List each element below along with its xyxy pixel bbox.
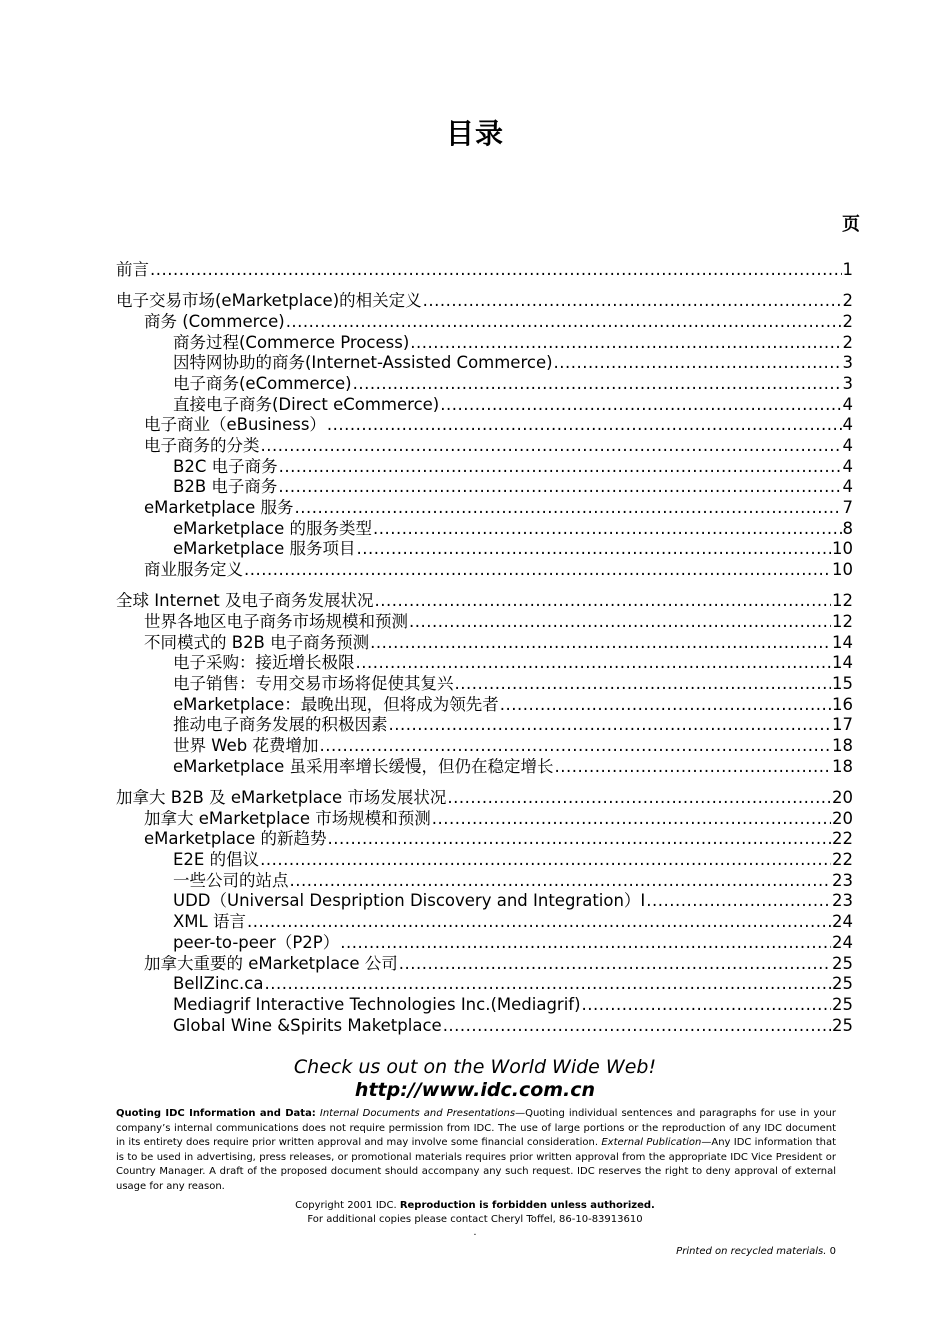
toc-entry[interactable] (116, 374, 853, 395)
toc-dot-leader (399, 954, 831, 975)
copyright-warning: Reproduction is forbidden unless authorized. (399, 1200, 655, 1211)
toc-entry[interactable] (116, 395, 853, 416)
toc-entry[interactable] (116, 695, 853, 716)
toc-dot-leader (375, 591, 831, 612)
toc-entry-title: B2B 电子商务 (173, 477, 278, 497)
table-of-contents (116, 260, 853, 1036)
toc-entry-page: 4 (842, 436, 853, 455)
toc-dot-leader (410, 333, 841, 354)
toc-dot-leader (389, 715, 832, 736)
toc-entry[interactable] (116, 333, 853, 354)
toc-entry-page: 25 (832, 953, 853, 973)
toc-dot-leader (555, 757, 831, 778)
toc-entry[interactable] (116, 415, 853, 436)
quoting-notice (116, 1107, 836, 1194)
toc-entry-title: 推动电子商务发展的积极因素 (173, 715, 388, 735)
toc-dot-leader (455, 674, 832, 695)
toc-dot-leader (278, 477, 841, 498)
copyright-block (0, 1199, 950, 1227)
toc-entry-title: 商业服务定义 (144, 560, 243, 580)
toc-entry[interactable] (116, 353, 853, 374)
toc-entry-title: 加拿大 eMarketplace 市场规模和预测 (144, 808, 431, 828)
toc-entry[interactable] (116, 674, 853, 695)
toc-entry-page: 4 (842, 394, 853, 414)
toc-dot-leader (286, 312, 842, 333)
toc-entry[interactable] (116, 498, 853, 519)
toc-entry-page: 17 (832, 715, 853, 735)
toc-entry[interactable] (116, 612, 853, 633)
toc-dot-leader (150, 260, 842, 281)
toc-entry-page: 4 (842, 477, 853, 497)
toc-entry-page: 3 (842, 373, 853, 393)
toc-entry-title: E2E 的倡议 (173, 850, 260, 870)
printed-note (600, 1246, 836, 1257)
toc-entry-title: eMarketplace 虽采用率增长缓慢，但仍在稳定增长 (173, 756, 554, 776)
toc-entry-title: 世界 Web 花费增加 (173, 736, 319, 756)
toc-entry-page: 25 (832, 974, 853, 994)
toc-entry-page: 24 (832, 932, 853, 952)
copyright-text: Copyright 2001 IDC. (295, 1200, 397, 1211)
toc-dot-leader (327, 415, 842, 436)
toc-entry-page: 4 (842, 456, 853, 476)
toc-entry[interactable] (116, 954, 853, 975)
toc-dot-leader (447, 788, 831, 809)
toc-entry[interactable] (116, 591, 853, 612)
toc-entry-title: 因特网协助的商务(Internet-Assisted Commerce) (173, 353, 553, 373)
toc-entry-title: Mediagrif Interactive Technologies Inc.(Mediagrif) (173, 994, 581, 1014)
toc-entry[interactable] (116, 519, 853, 540)
toc-dot-leader (373, 519, 841, 540)
toc-entry[interactable] (116, 912, 853, 933)
toc-dot-leader (440, 395, 841, 416)
toc-entry-page: 3 (842, 353, 853, 373)
toc-entry[interactable] (116, 757, 853, 778)
toc-entry-page: 20 (832, 788, 853, 807)
toc-entry-title: 电子销售：专用交易市场将促使其复兴 (173, 674, 454, 694)
toc-entry-title: 加拿大 B2B 及 eMarketplace 市场发展状况 (116, 788, 447, 807)
toc-entry-page: 12 (832, 591, 853, 611)
toc-dot-leader (423, 291, 842, 312)
toc-dot-leader (261, 436, 842, 457)
toc-entry[interactable] (116, 809, 853, 830)
toc-dot-leader (554, 353, 842, 374)
website-link[interactable]: http://www.idc.com.cn (354, 1079, 596, 1101)
toc-entry-page: 1 (842, 260, 853, 279)
toc-dot-leader (432, 809, 831, 830)
separator-dot: . (473, 1227, 477, 1238)
toc-entry[interactable] (116, 788, 853, 809)
toc-dot-leader (279, 457, 842, 478)
toc-entry-page: 23 (832, 891, 853, 911)
toc-entry-title: BellZinc.ca (173, 974, 264, 994)
toc-entry-page: 14 (832, 632, 853, 652)
toc-entry[interactable] (116, 891, 853, 912)
toc-entry[interactable] (116, 1016, 853, 1037)
toc-entry[interactable] (116, 291, 853, 312)
toc-entry-title: XML 语言 (173, 912, 246, 932)
toc-entry[interactable] (116, 736, 853, 757)
toc-entry[interactable] (116, 653, 853, 674)
toc-entry-title: eMarketplace 服务 (144, 498, 294, 518)
quoting-internal-label: Internal Documents and Presentations (319, 1108, 516, 1119)
toc-entry-title: 电子采购：接近增长极限 (173, 653, 355, 673)
quoting-external-text: —Any IDC information that is to be used in advertising, press releases, or promotional materials requires prior written approval from the appropriate IDC Vice President or Country Manager. A draft of the proposed document should accompany any such request. IDC reserves the right to deny approval of external usage for any reason. (116, 1137, 837, 1192)
toc-entry-title: 全球 Internet 及电子商务发展状况 (116, 591, 374, 611)
toc-entry-title: 直接电子商务(Direct eCommerce) (173, 394, 440, 414)
toc-entry-title: 电子商务的分类 (144, 436, 260, 455)
contact-line: For additional copies please contact Cheryl Toffel, 86-10-83913610 (307, 1214, 643, 1225)
toc-entry-page: 25 (832, 994, 853, 1014)
toc-entry[interactable] (116, 974, 853, 995)
toc-entry-page: 10 (832, 560, 853, 580)
toc-entry[interactable] (116, 539, 853, 560)
toc-entry-page: 2 (842, 311, 853, 331)
page-number: 0 (829, 1246, 836, 1257)
toc-entry[interactable] (116, 477, 853, 498)
toc-dot-leader (328, 829, 831, 850)
toc-entry-title: 电子交易市场(eMarketplace)的相关定义 (116, 291, 422, 311)
toc-entry-title: Global Wine &Spirits Maketplace (173, 1015, 442, 1035)
toc-entry-page: 8 (842, 518, 853, 538)
toc-dot-leader (582, 995, 831, 1016)
toc-entry[interactable] (116, 715, 853, 736)
toc-entry[interactable] (116, 457, 853, 478)
toc-entry-title: 商务 (Commerce) (144, 311, 285, 331)
toc-entry-title: 电子商务(eCommerce) (173, 373, 352, 393)
toc-entry[interactable] (116, 633, 853, 654)
toc-entry-page: 22 (832, 850, 853, 870)
toc-entry-page: 22 (832, 829, 853, 849)
printed-text: Printed on recycled materials. (676, 1246, 827, 1257)
toc-entry-page: 2 (842, 332, 853, 352)
toc-entry-title: eMarketplace 服务项目 (173, 539, 356, 559)
toc-entry-page: 10 (832, 539, 853, 559)
toc-entry-page: 23 (832, 870, 853, 890)
toc-dot-leader (443, 1016, 831, 1037)
toc-entry[interactable] (116, 933, 853, 954)
quoting-internal-text: —Quoting individual sentences and paragraphs for use in your company’s internal communications does not require permission from IDC. The use of large portions or the reproduction of any IDC document in its entirety does require prior written approval and may involve some financial consideration. (116, 1108, 836, 1148)
toc-entry-title: 商务过程(Commerce Process) (173, 332, 410, 352)
toc-entry-page: 7 (842, 498, 853, 518)
toc-dot-leader (357, 539, 831, 560)
toc-dot-leader (319, 736, 831, 757)
toc-dot-leader (264, 974, 831, 995)
toc-entry[interactable] (116, 995, 853, 1016)
toc-entry-title: 不同模式的 B2B 电子商务预测 (144, 632, 370, 652)
toc-dot-leader (500, 695, 831, 716)
toc-entry-page: 2 (842, 291, 853, 311)
toc-entry-page: 18 (832, 736, 853, 756)
toc-dot-leader (247, 912, 831, 933)
toc-dot-leader (340, 933, 831, 954)
toc-dot-leader (295, 498, 842, 519)
toc-entry-page: 18 (832, 756, 853, 776)
toc-entry-page: 12 (832, 612, 853, 631)
toc-entry-title: 电子商业（eBusiness） (144, 415, 326, 435)
toc-entry[interactable] (116, 871, 853, 892)
toc-entry-page: 24 (832, 912, 853, 932)
toc-entry-title: peer-to-peer（P2P） (173, 932, 340, 952)
toc-dot-leader (370, 633, 831, 654)
toc-entry[interactable] (116, 829, 853, 850)
toc-entry-title: eMarketplace：最晚出现，但将成为领先者 (173, 694, 499, 714)
toc-entry-title: UDD（Universal Despription Discovery and Integration）I (173, 891, 646, 911)
toc-dot-leader (646, 891, 831, 912)
toc-entry-title: B2C 电子商务 (173, 456, 278, 476)
toc-dot-leader (356, 653, 832, 674)
toc-entry[interactable] (116, 312, 853, 333)
page-title: 目录 (445, 117, 504, 150)
quoting-heading: Quoting IDC Information and Data: (116, 1108, 316, 1119)
toc-entry-title: 前言 (116, 260, 149, 279)
toc-dot-leader (409, 612, 831, 633)
toc-entry-title: 加拿大重要的 eMarketplace 公司 (144, 953, 398, 973)
toc-entry-title: eMarketplace 的新趋势 (144, 829, 327, 849)
toc-entry[interactable] (116, 560, 853, 581)
toc-dot-leader (260, 850, 831, 871)
web-tagline: Check us out on the World Wide Web! (293, 1056, 657, 1078)
toc-entry-page: 16 (832, 694, 853, 714)
toc-entry-page: 15 (832, 674, 853, 694)
toc-dot-leader (290, 871, 832, 892)
toc-entry-title: 一些公司的站点 (173, 870, 289, 890)
page-column-label: 页 (842, 214, 860, 235)
toc-entry[interactable] (116, 436, 853, 457)
toc-entry-page: 20 (832, 808, 853, 828)
toc-entry-page: 14 (832, 653, 853, 673)
toc-entry-page: 4 (842, 415, 853, 435)
toc-dot-leader (244, 560, 831, 581)
toc-entry-title: eMarketplace 的服务类型 (173, 518, 373, 538)
toc-entry-title: 世界各地区电子商务市场规模和预测 (144, 612, 408, 631)
toc-entry[interactable] (116, 260, 853, 281)
toc-entry-page: 25 (832, 1015, 853, 1035)
toc-entry[interactable] (116, 850, 853, 871)
quoting-external-label: External Publication (601, 1137, 702, 1148)
toc-dot-leader (353, 374, 842, 395)
